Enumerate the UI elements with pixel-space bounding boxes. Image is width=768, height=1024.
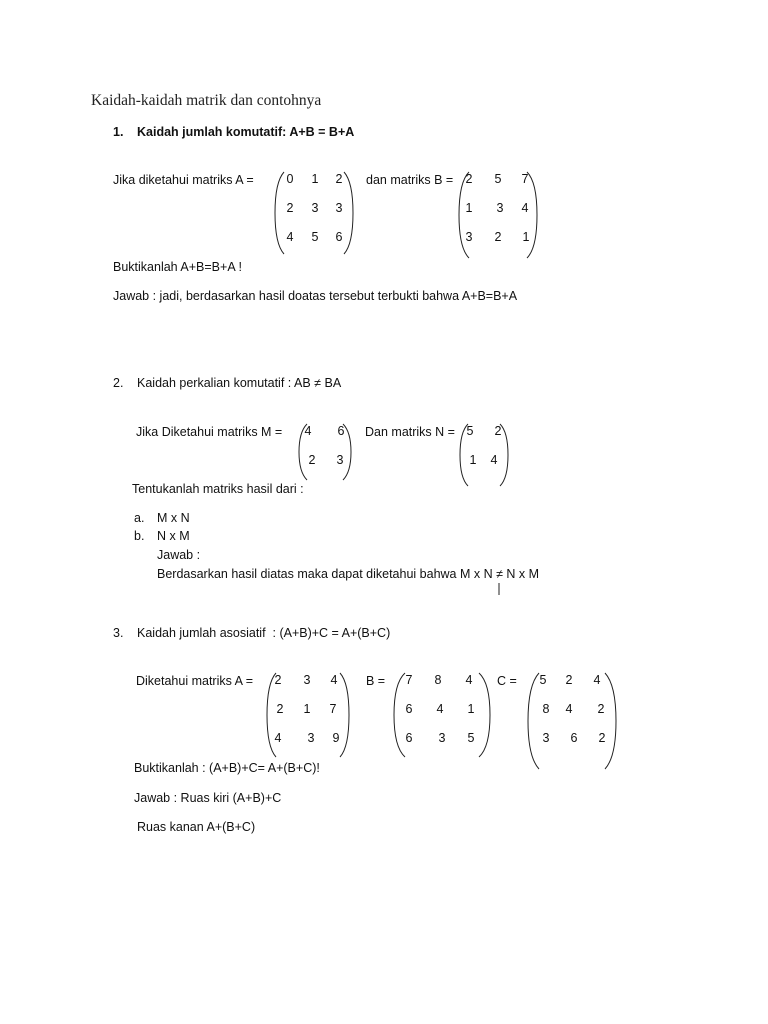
matrix-cell: 2	[286, 201, 294, 215]
matrix-cell: 3	[496, 201, 504, 215]
matrix-cell: 5	[311, 230, 319, 244]
matrix-cell: 3	[465, 230, 473, 244]
section-1-number: 1.	[113, 125, 124, 139]
matrix-b-3	[393, 669, 491, 761]
list-marker-a: a.	[134, 511, 145, 525]
matrix-cell: 7	[521, 172, 529, 186]
matrix-cell: 6	[337, 424, 345, 438]
matrix-cell: 2	[597, 702, 605, 716]
section-3-answer: Jawab : Ruas kiri (A+B)+C	[134, 791, 282, 805]
section-1-given-b: dan matriks B =	[366, 173, 454, 187]
matrix-cell: 1	[303, 702, 311, 716]
matrix-cell: 2	[494, 424, 502, 438]
section-2-heading: Kaidah perkalian komutatif : AB ≠ BA	[137, 376, 342, 390]
matrix-cell: 2	[276, 702, 284, 716]
matrix-cell: 4	[593, 673, 601, 687]
matrix-cell: 4	[330, 673, 338, 687]
list-item-a: M x N	[157, 511, 190, 525]
matrix-cell: 7	[329, 702, 337, 716]
matrix-cell: 4	[436, 702, 444, 716]
matrix-cell: 1	[469, 453, 477, 467]
section-1-heading: Kaidah jumlah komutatif: A+B = B+A	[137, 125, 355, 139]
section-1-given-a: Jika diketahui matriks A =	[113, 173, 254, 187]
matrix-cell: 4	[490, 453, 498, 467]
matrix-cell: 3	[336, 453, 344, 467]
matrix-cell: 2	[274, 673, 282, 687]
matrix-cell: 4	[521, 201, 529, 215]
section-2-given-m: Jika Diketahui matriks M =	[136, 425, 283, 439]
section-3-number: 3.	[113, 626, 124, 640]
matrix-cell: 2	[308, 453, 316, 467]
matrix-a-1	[274, 168, 354, 258]
section-3-prove: Buktikanlah : (A+B)+C= A+(B+C)!	[134, 761, 320, 775]
matrix-cell: 9	[332, 731, 340, 745]
list-item-b: N x M	[157, 529, 190, 543]
section-3-label-c: C =	[497, 674, 517, 688]
matrix-cell: 3	[335, 201, 343, 215]
matrix-cell: 5	[494, 172, 502, 186]
matrix-cell: 3	[311, 201, 319, 215]
matrix-cell: 7	[405, 673, 413, 687]
matrix-cell: 3	[303, 673, 311, 687]
matrix-cell: 4	[304, 424, 312, 438]
matrix-n	[459, 420, 509, 490]
cursor-mark	[496, 583, 502, 597]
section-3-label-b: B =	[366, 674, 386, 688]
section-3-given-a: Diketahui matriks A =	[136, 674, 254, 688]
matrix-cell: 3	[542, 731, 550, 745]
matrix-cell: 4	[465, 673, 473, 687]
matrix-c-3	[527, 669, 617, 773]
matrix-a-3	[266, 669, 350, 761]
matrix-cell: 5	[539, 673, 547, 687]
matrix-cell: 1	[465, 201, 473, 215]
document-title: Kaidah-kaidah matrik dan contohnya	[91, 92, 322, 109]
section-2-given-n: Dan matriks N =	[365, 425, 455, 439]
matrix-cell: 1	[467, 702, 475, 716]
section-2-answer-label: Jawab :	[157, 548, 201, 562]
matrix-cell: 8	[434, 673, 442, 687]
matrix-cell: 6	[335, 230, 343, 244]
matrix-cell: 2	[494, 230, 502, 244]
matrix-cell: 2	[565, 673, 573, 687]
matrix-cell: 1	[311, 172, 319, 186]
section-2-number: 2.	[113, 376, 124, 390]
section-2-determine: Tentukanlah matriks hasil dari :	[132, 482, 304, 496]
matrix-b-1	[457, 168, 539, 262]
matrix-cell: 4	[286, 230, 294, 244]
matrix-cell: 4	[565, 702, 573, 716]
matrix-cell: 3	[438, 731, 446, 745]
matrix-cell: 0	[286, 172, 294, 186]
section-3-right-side: Ruas kanan A+(B+C)	[137, 820, 256, 834]
matrix-cell: 5	[466, 424, 474, 438]
matrix-m	[298, 420, 352, 484]
matrix-cell: 4	[274, 731, 282, 745]
matrix-cell: 2	[335, 172, 343, 186]
matrix-cell: 6	[570, 731, 578, 745]
section-2-conclusion: Berdasarkan hasil diatas maka dapat diketahui bahwa M x N ≠ N x M	[157, 567, 540, 581]
matrix-cell: 5	[467, 731, 475, 745]
matrix-cell: 1	[522, 230, 530, 244]
matrix-cell: 3	[307, 731, 315, 745]
section-1-prove: Buktikanlah A+B=B+A !	[113, 260, 242, 274]
matrix-cell: 6	[405, 702, 413, 716]
matrix-cell: 8	[542, 702, 550, 716]
section-3-heading: Kaidah jumlah asosiatif : (A+B)+C = A+(B+C)	[137, 626, 391, 640]
list-marker-b: b.	[134, 529, 145, 543]
matrix-cell: 2	[598, 731, 606, 745]
section-1-answer: Jawab : jadi, berdasarkan hasil doatas tersebut terbukti bahwa A+B=B+A	[113, 289, 518, 303]
matrix-cell: 2	[465, 172, 473, 186]
matrix-cell: 6	[405, 731, 413, 745]
